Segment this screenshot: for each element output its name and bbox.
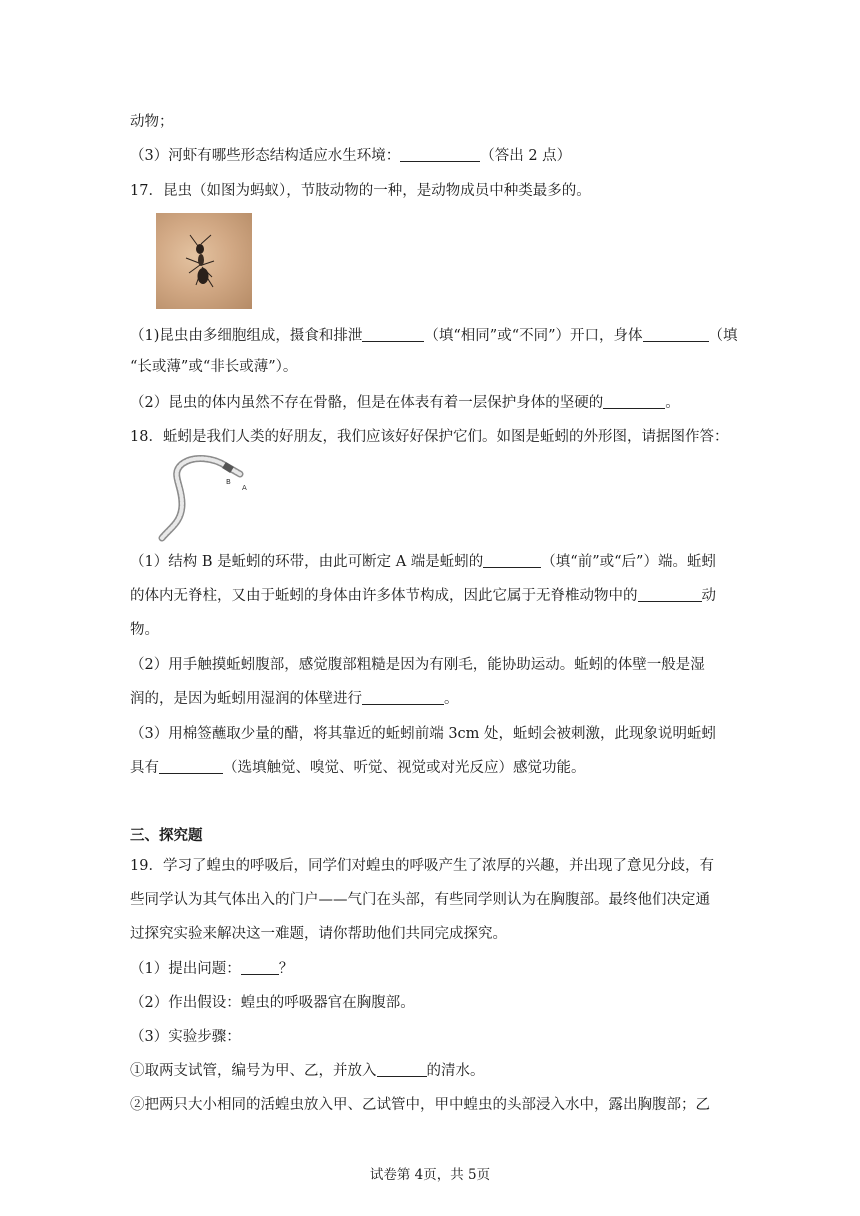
step-1: ①取两支试管，编号为甲、乙，并放入 的清水。 bbox=[130, 1063, 485, 1079]
answer-blank[interactable] bbox=[241, 959, 279, 975]
text-line: 具有 （选填触觉、嗅觉、听觉、视觉或对光反应）感觉功能。 bbox=[130, 760, 586, 776]
earthworm-figure bbox=[152, 452, 252, 542]
question-17-1: （1)昆虫由多细胞组成，摄食和排泄 （填“相同”或“不同”）开口，身体 （填 bbox=[130, 328, 738, 344]
answer-blank[interactable] bbox=[643, 326, 709, 342]
question-18-3: （3）用棉签蘸取少量的醋，将其靠近的蚯蚓前端 3cm 处，蚯蚓会被刺激，此现象说明蚯蚓 bbox=[130, 726, 717, 742]
question-19-1: （1）提出问题： ？ bbox=[130, 961, 294, 977]
label-a: A bbox=[242, 484, 247, 492]
text-line: 润的，是因为蚯蚓用湿润的体壁进行 。 bbox=[130, 691, 459, 707]
question-18-2: （2）用手触摸蚯蚓腹部，感觉腹部粗糙是因为有刚毛，能协助运动。蚯蚓的体壁一般是湿 bbox=[130, 657, 705, 673]
text-line: “长或薄”或“非长或薄”）。 bbox=[130, 359, 298, 375]
text-line: 动物； bbox=[130, 114, 174, 130]
step-2: ②把两只大小相同的活蝗虫放入甲、乙试管中，甲中蝗虫的头部浸入水中，露出胸腹部；乙 bbox=[130, 1097, 710, 1113]
question-17-2: （2）昆虫的体内虽然不存在骨骼，但是在体表有着一层保护身体的坚硬的 。 bbox=[130, 395, 680, 411]
question-19-3: （3）实验步骤： bbox=[130, 1029, 241, 1045]
answer-blank[interactable] bbox=[400, 146, 480, 162]
answer-blank[interactable] bbox=[362, 689, 444, 705]
answer-blank[interactable] bbox=[377, 1061, 427, 1077]
answer-blank[interactable] bbox=[159, 758, 223, 774]
text-line: 些同学认为其气体出入的门户——气门在头部，有些同学则认为在胸腹部。最终他们决定通 bbox=[130, 892, 710, 908]
answer-blank[interactable] bbox=[603, 393, 665, 409]
page-footer: 试卷第 4页，共 5页 bbox=[369, 1167, 491, 1183]
answer-blank[interactable] bbox=[638, 586, 702, 602]
question-17: 17．昆虫（如图为蚂蚁），节肢动物的一种，是动物成员中种类最多的。 bbox=[130, 183, 591, 199]
answer-blank[interactable] bbox=[483, 552, 541, 568]
question-16-3: （3）河虾有哪些形态结构适应水生环境： （答出 2 点） bbox=[130, 148, 572, 164]
ant-photo bbox=[156, 213, 252, 309]
text-line: 的体内无脊柱，又由于蚯蚓的身体由许多体节构成，因此它属于无脊椎动物中的 动 bbox=[130, 588, 716, 604]
question-19-2: （2）作出假设：蝗虫的呼吸器官在胸腹部。 bbox=[130, 995, 415, 1011]
text-line: 物。 bbox=[130, 622, 159, 638]
question-18: 18．蚯蚓是我们人类的好朋友，我们应该好好保护它们。如图是蚯蚓的外形图，请据图作答： bbox=[130, 429, 729, 445]
question-18-1: （1）结构 B 是蚯蚓的环带，由此可断定 A 端是蚯蚓的 （填“前”或“后”）端。蚯蚓 bbox=[130, 554, 716, 570]
answer-blank[interactable] bbox=[362, 326, 424, 342]
text-line: 过探究实验来解决这一难题，请你帮助他们共同完成探究。 bbox=[130, 926, 507, 942]
question-19: 19．学习了蝗虫的呼吸后，同学们对蝗虫的呼吸产生了浓厚的兴趣，并出现了意见分歧，有 bbox=[130, 858, 714, 874]
label-b: B bbox=[226, 478, 231, 486]
section-heading: 三、探究题 bbox=[130, 828, 203, 844]
